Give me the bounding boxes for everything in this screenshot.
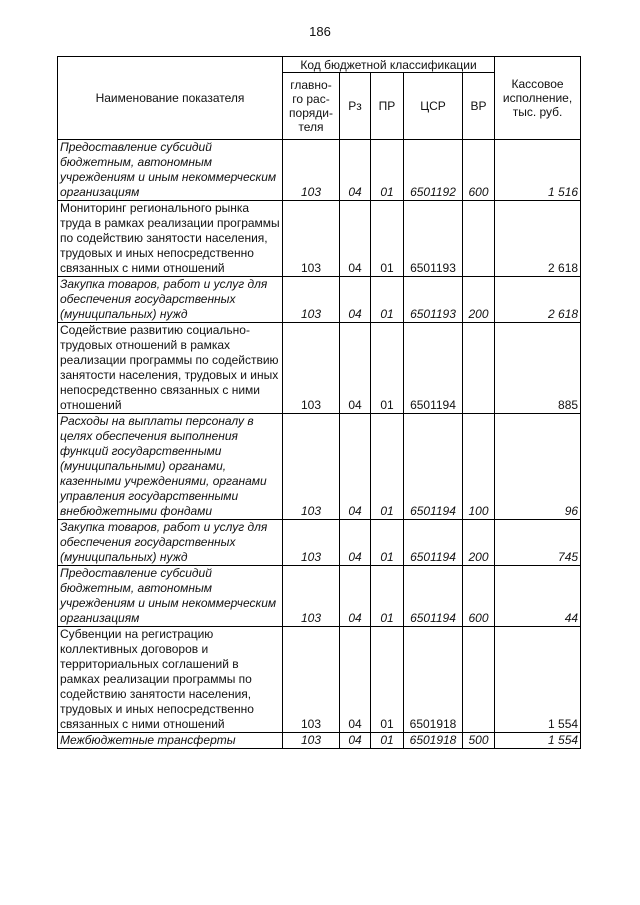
row-name: Мониторинг регионального рынка труда в рамках реализации программы по содействию занятости населения, трудовых и иных непосредственно связанных с ними отношений [58,201,283,277]
row-chief: 103 [283,520,340,566]
row-csr: 6501194 [404,414,463,520]
row-amount: 745 [495,520,581,566]
row-pr: 01 [371,520,404,566]
row-vr: 600 [463,566,495,627]
row-csr: 6501918 [404,627,463,733]
header-csr: ЦСР [404,73,463,140]
row-rz: 04 [340,140,371,201]
table-row [58,566,581,627]
row-csr: 6501193 [404,201,463,277]
row-pr: 01 [371,566,404,627]
table-row [58,520,581,566]
row-name: Субвенции на регистрацию коллективных договоров и территориальных соглашений в рамках реализации программы по содействию занятости населения, трудовых и иных непосредственно связанных с ними отношений [58,627,283,733]
row-pr: 01 [371,140,404,201]
budget-table [57,56,581,749]
row-rz: 04 [340,566,371,627]
row-pr: 01 [371,277,404,323]
row-vr: 600 [463,140,495,201]
table-row [58,627,581,733]
row-vr [463,201,495,277]
row-pr: 01 [371,733,404,749]
table-row [58,277,581,323]
row-name: Закупка товаров, работ и услуг для обеспечения государственных (муниципальных) нужд [58,520,283,566]
row-chief: 103 [283,323,340,414]
row-csr: 6501918 [404,733,463,749]
row-amount: 885 [495,323,581,414]
row-amount: 1 516 [495,140,581,201]
row-pr: 01 [371,201,404,277]
row-vr [463,323,495,414]
table-row [58,414,581,520]
row-pr: 01 [371,414,404,520]
table-row [58,140,581,201]
row-csr: 6501193 [404,277,463,323]
row-amount: 2 618 [495,277,581,323]
row-amount: 2 618 [495,201,581,277]
row-amount: 44 [495,566,581,627]
row-chief: 103 [283,277,340,323]
row-name: Закупка товаров, работ и услуг для обеспечения государственных (муниципальных) нужд [58,277,283,323]
table-row [58,201,581,277]
row-chief: 103 [283,414,340,520]
row-chief: 103 [283,201,340,277]
row-rz: 04 [340,733,371,749]
row-chief: 103 [283,627,340,733]
header-vr: ВР [463,73,495,140]
table-row [58,733,581,749]
header-code-group: Код бюджетной классификации [283,57,495,73]
row-csr: 6501194 [404,323,463,414]
row-vr: 200 [463,520,495,566]
row-name: Межбюджетные трансферты [58,733,283,749]
row-rz: 04 [340,627,371,733]
row-rz: 04 [340,277,371,323]
row-pr: 01 [371,323,404,414]
page-number: 186 [309,24,331,39]
row-rz: 04 [340,323,371,414]
row-vr: 100 [463,414,495,520]
header-name: Наименование показателя [58,57,283,140]
header-pr: ПР [371,73,404,140]
row-csr: 6501194 [404,566,463,627]
row-name: Расходы на выплаты персоналу в целях обеспечения выполнения функций государственными (муниципальными) органами, казенными учреждениями, органами управления государственными внебюджетными фондами [58,414,283,520]
row-vr: 500 [463,733,495,749]
row-rz: 04 [340,414,371,520]
header-rz: Рз [340,73,371,140]
row-chief: 103 [283,140,340,201]
row-chief: 103 [283,566,340,627]
row-amount: 96 [495,414,581,520]
row-name: Предоставление субсидий бюджетным, автономным учреждениям и иным некоммерческим организациям [58,140,283,201]
row-name: Предоставление субсидий бюджетным, автономным учреждениям и иным некоммерческим организациям [58,566,283,627]
header-chief: главно-го рас-поряди-теля [283,73,340,140]
table-row [58,323,581,414]
row-vr [463,627,495,733]
row-name: Содействие развитию социально-трудовых отношений в рамках реализации программы по содействию занятости населения, трудовых и иных непосредственно связанных с ними отношений [58,323,283,414]
row-chief: 103 [283,733,340,749]
row-rz: 04 [340,201,371,277]
row-amount: 1 554 [495,627,581,733]
row-amount: 1 554 [495,733,581,749]
row-vr: 200 [463,277,495,323]
header-amount: Кассовое исполнение, тыс. руб. [495,57,581,140]
row-rz: 04 [340,520,371,566]
row-pr: 01 [371,627,404,733]
row-csr: 6501194 [404,520,463,566]
row-csr: 6501192 [404,140,463,201]
